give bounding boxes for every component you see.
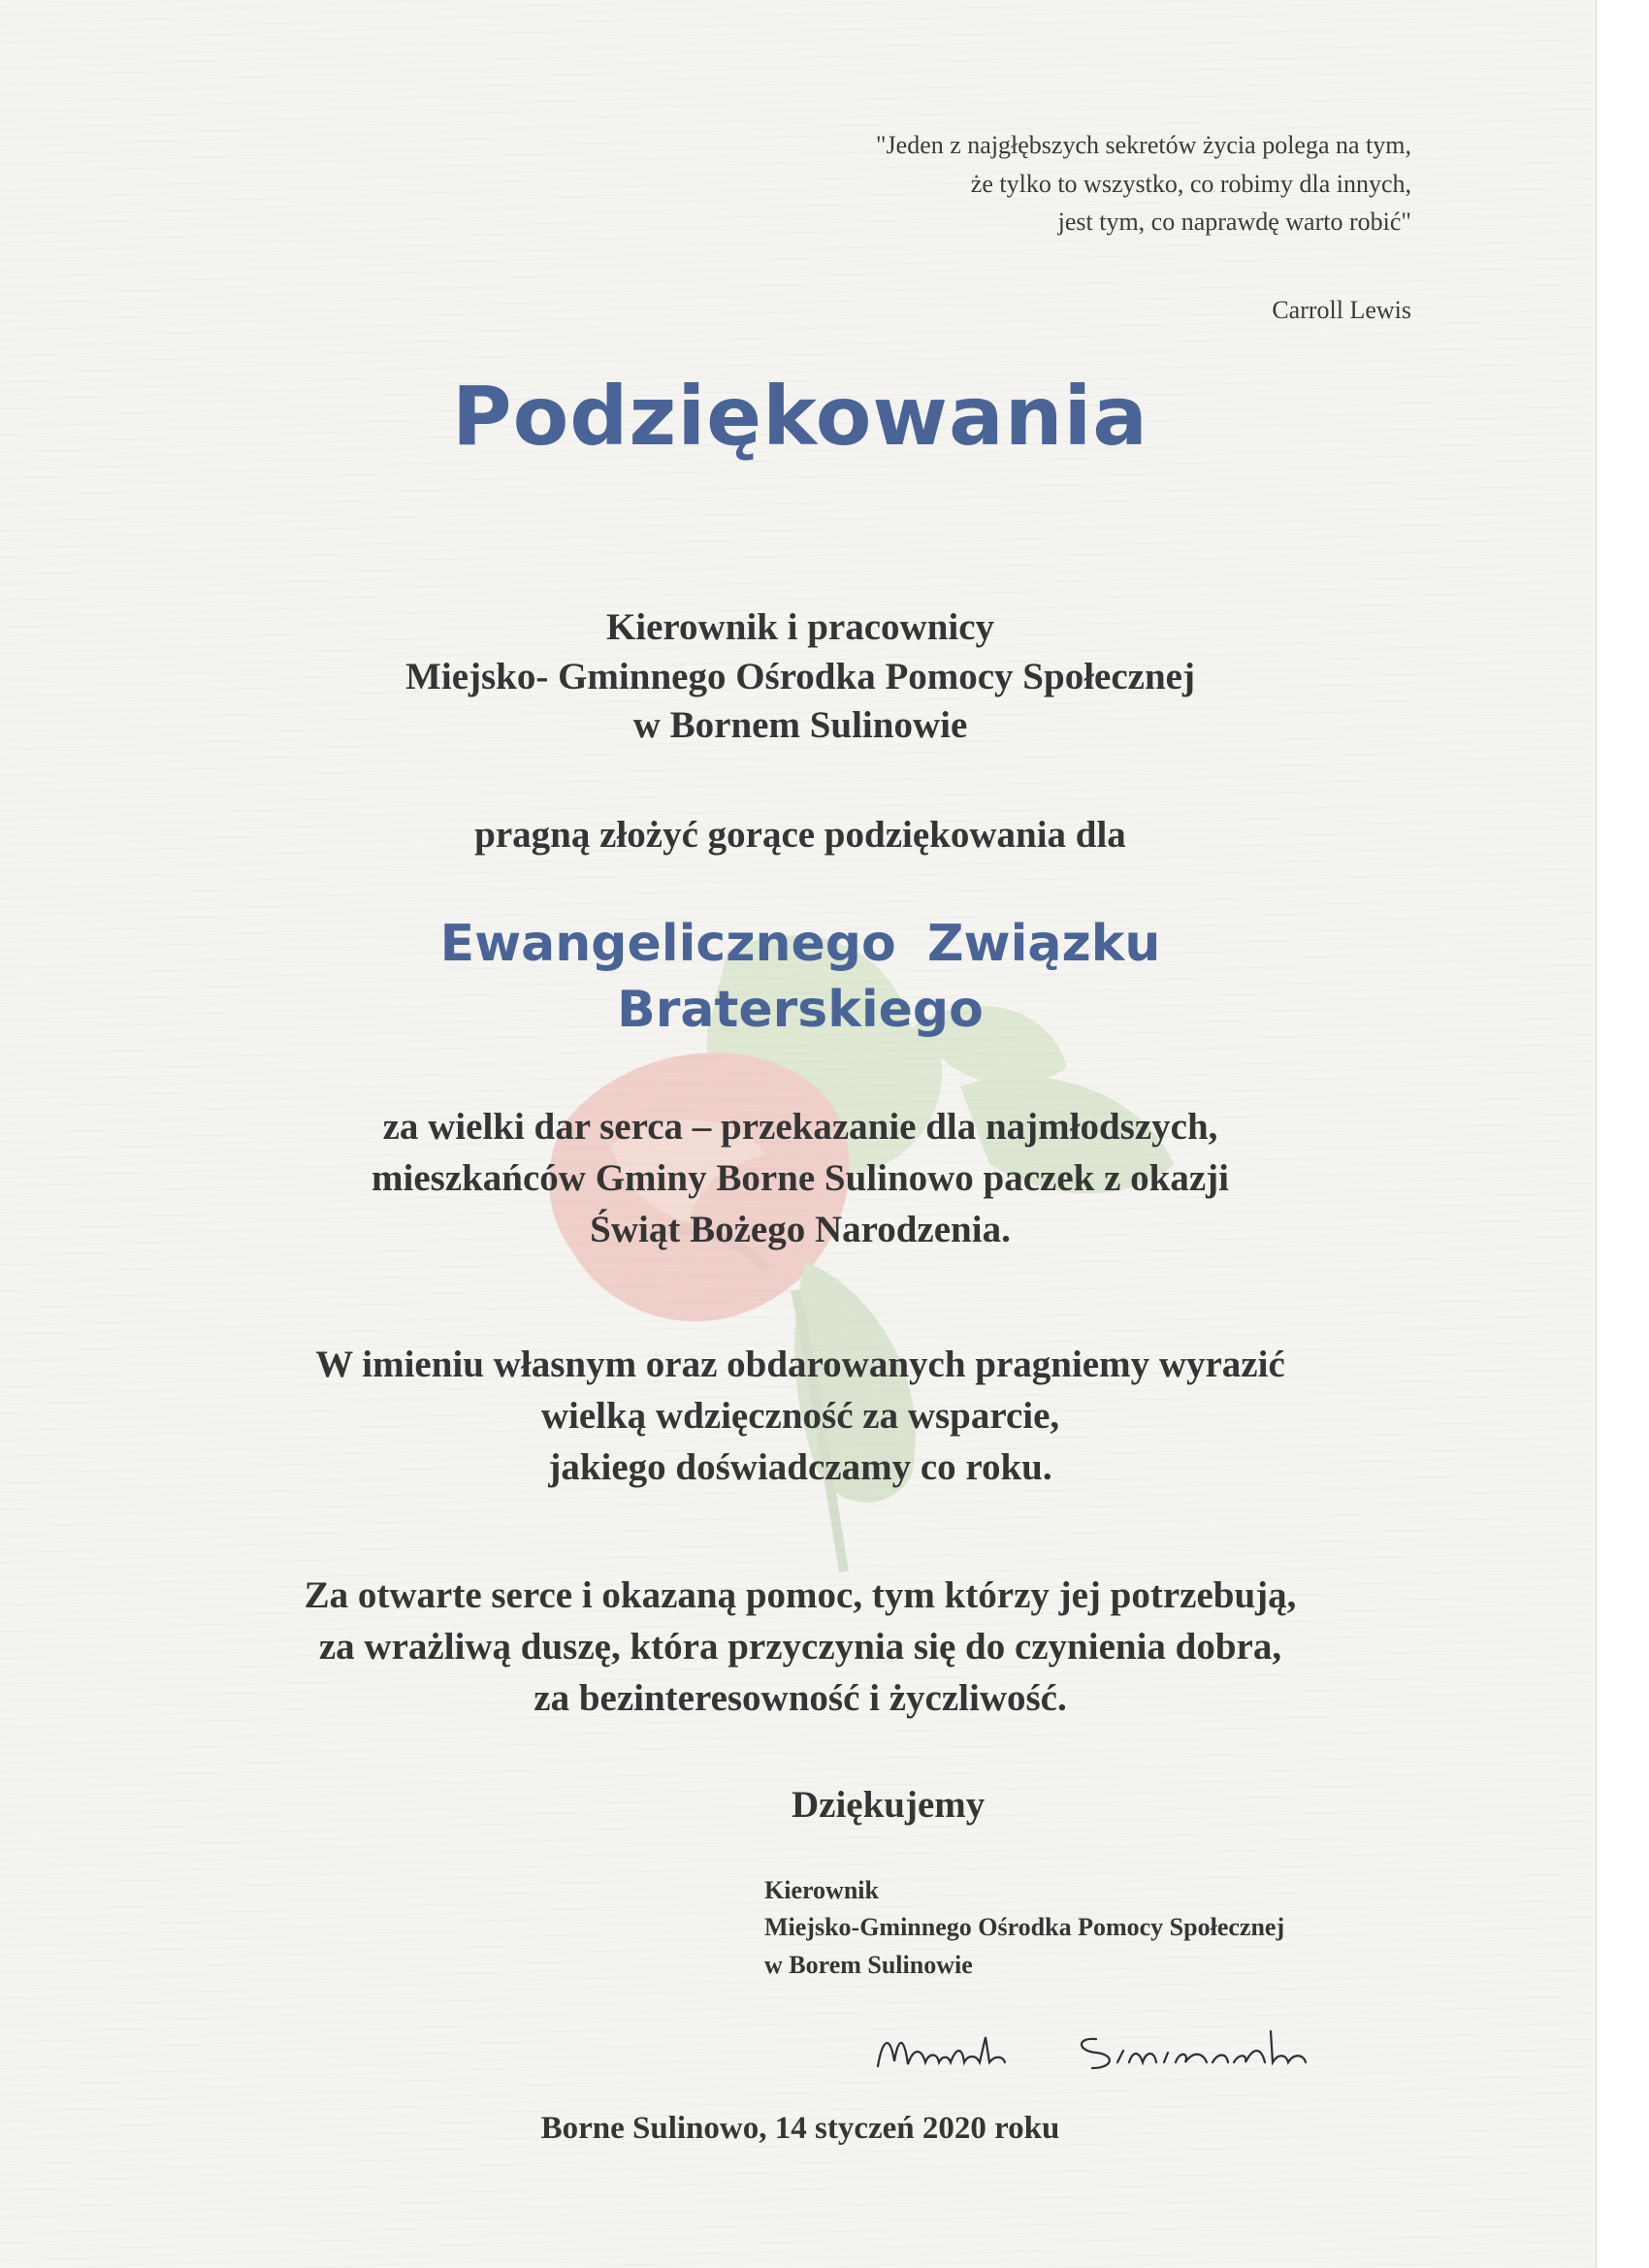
paragraph-line: za bezinteresowność i życzliwość. xyxy=(534,1677,1067,1720)
closing-thanks: Dziękujemy xyxy=(792,1784,986,1826)
signatory-line: w Borem Sulinowie xyxy=(764,1950,973,1979)
recipient-line: Ewangelicznego Związku xyxy=(439,915,1161,973)
sender-line: Miejsko- Gminnego Ośrodka Pomocy Społecznej xyxy=(405,655,1195,697)
paragraph-line: wielką wdzięczność za wsparcie, xyxy=(540,1395,1060,1438)
document-title: Podziękowania xyxy=(452,369,1148,464)
paragraph-line: Za otwarte serce i okazaną pomoc, tym którzy jej potrzebują, xyxy=(304,1574,1297,1616)
paragraph-gratitude xyxy=(0,1339,1600,1493)
place-and-date: Borne Sulinowo, 14 styczeń 2020 roku xyxy=(540,2111,1060,2146)
signatory-line: Kierownik xyxy=(764,1876,879,1904)
quote-line: jest tym, co naprawdę warto robić" xyxy=(1057,208,1411,237)
recipient-line: Braterskiego xyxy=(617,980,984,1039)
paragraph-line: jakiego doświadczamy co roku. xyxy=(548,1446,1052,1489)
quote-line: że tylko to wszystko, co robimy dla innych, xyxy=(970,169,1411,198)
intro-line: pragną złożyć gorące podziękowania dla xyxy=(474,814,1126,856)
signatory-block xyxy=(764,1872,1284,1984)
scan-right-edge xyxy=(1596,0,1649,2268)
quote-author: Carroll Lewis xyxy=(1272,296,1411,324)
paragraph-line: za wielki dar serca – przekazanie dla najmłodszych, xyxy=(382,1106,1218,1148)
paragraph-line: W imieniu własnym oraz obdarowanych pragniemy wyrazić xyxy=(315,1344,1285,1385)
paragraph-line: mieszkańców Gminy Borne Sulinowo paczek z okazji xyxy=(372,1157,1229,1200)
recipient-name xyxy=(0,912,1600,1043)
sender-line: Kierownik i pracownicy xyxy=(605,606,995,648)
epigraph-quote xyxy=(538,126,1411,242)
paragraph-gift xyxy=(0,1101,1600,1255)
sender-block xyxy=(0,603,1600,751)
paragraph-thanks xyxy=(0,1570,1600,1724)
quote-line: "Jeden z najgłębszych sekretów życia polega na tym, xyxy=(875,131,1411,159)
sender-line: w Bornem Sulinowie xyxy=(632,704,968,747)
signatory-line: Miejsko-Gminnego Ośrodka Pomocy Społecznej xyxy=(764,1913,1285,1942)
handwritten-signature xyxy=(873,2018,1339,2086)
paragraph-line: za wrażliwą duszę, która przyczynia się do czynienia dobra, xyxy=(318,1626,1282,1669)
paragraph-line: Świąt Bożego Narodzenia. xyxy=(590,1209,1011,1251)
